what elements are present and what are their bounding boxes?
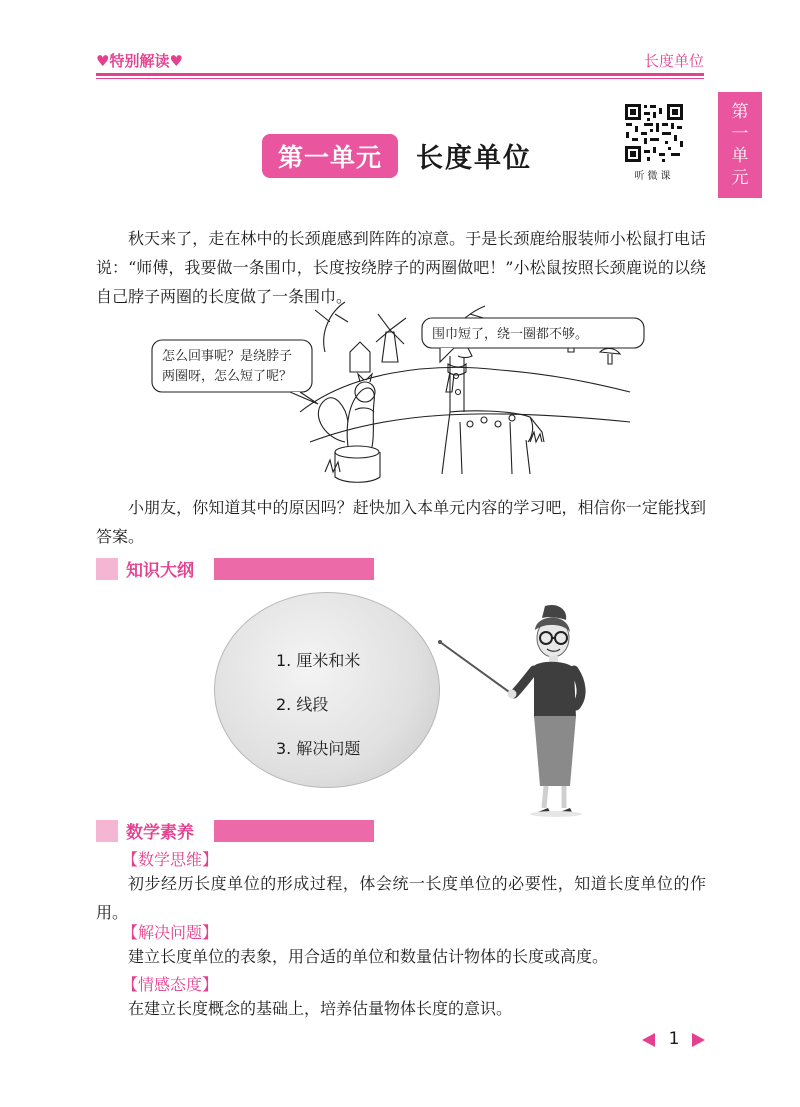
prev-page-icon[interactable] (642, 1033, 655, 1047)
question-paragraph: 小朋友，你知道其中的原因吗？赶快加入本单元内容的学习吧，相信你一定能找到答案。 (96, 498, 706, 546)
qr-label: 听微课 (634, 171, 674, 182)
section-bar (214, 558, 374, 580)
attitude-text: 在建立长度概念的基础上，培养估量物体长度的意识。 (128, 999, 513, 1018)
problem-solving-text: 建立长度单位的表象，用合适的单位和数量估计物体的长度或高度。 (128, 947, 609, 966)
qr-code-icon[interactable] (624, 103, 684, 163)
unit-number-badge: 第一单元 (262, 134, 398, 178)
squirrel-speech-line2: 两圈呀，怎么短了呢？ (162, 369, 293, 384)
next-page-icon[interactable] (692, 1033, 705, 1047)
side-tab-char: 一 (731, 124, 749, 144)
thinking-text: 初步经历长度单位的形成过程，体会统一长度单位的必要性，知道长度单位的作用。 (96, 874, 706, 922)
section-header-literacy (96, 820, 374, 842)
unit-side-tab (718, 92, 762, 198)
outline-item: 1. 厘米和米 (276, 651, 361, 670)
side-tab-char: 单 (731, 146, 749, 166)
page-number-text: 1 (668, 1029, 680, 1049)
section-header-outline (96, 558, 374, 580)
side-tab-char: 元 (731, 168, 749, 188)
section-bar (214, 820, 374, 842)
story-illustration (150, 292, 650, 492)
running-header-left: ♥特别解读♥ (96, 52, 183, 70)
teacher-illustration (430, 600, 590, 820)
running-header-right: 长度单位 (643, 52, 704, 70)
header-rule-thick (96, 73, 704, 76)
outline-item: 2. 线段 (276, 695, 329, 714)
side-tab-char: 第 (731, 102, 749, 122)
subheading-problem-solving: 【解决问题】 (122, 923, 219, 942)
giraffe-speech: 围巾短了，绕一圈都不够。 (432, 327, 589, 342)
subheading-attitude: 【情感态度】 (122, 975, 219, 994)
page-number (642, 1029, 706, 1051)
section-label: 知识大纲 (126, 561, 194, 581)
section-marker (96, 820, 118, 842)
intro-paragraph: 秋天来了，走在林中的长颈鹿感到阵阵的凉意。于是长颈鹿给服装师小松鼠打电话说：“师傅，我要做一条围巾，长度按绕脖子的两圈做吧！”小松鼠按照长颈鹿说的以绕自己脖子两圈的长度做了一条围巾。 (96, 229, 706, 306)
subheading-thinking: 【数学思维】 (122, 850, 219, 869)
header-rule-thin (96, 78, 704, 79)
squirrel-speech-line1: 怎么回事呢？是绕脖子 (162, 349, 293, 364)
section-marker (96, 558, 118, 580)
unit-title: 长度单位 (416, 143, 532, 174)
section-label: 数学素养 (126, 823, 194, 843)
outline-item: 3. 解决问题 (276, 739, 361, 758)
